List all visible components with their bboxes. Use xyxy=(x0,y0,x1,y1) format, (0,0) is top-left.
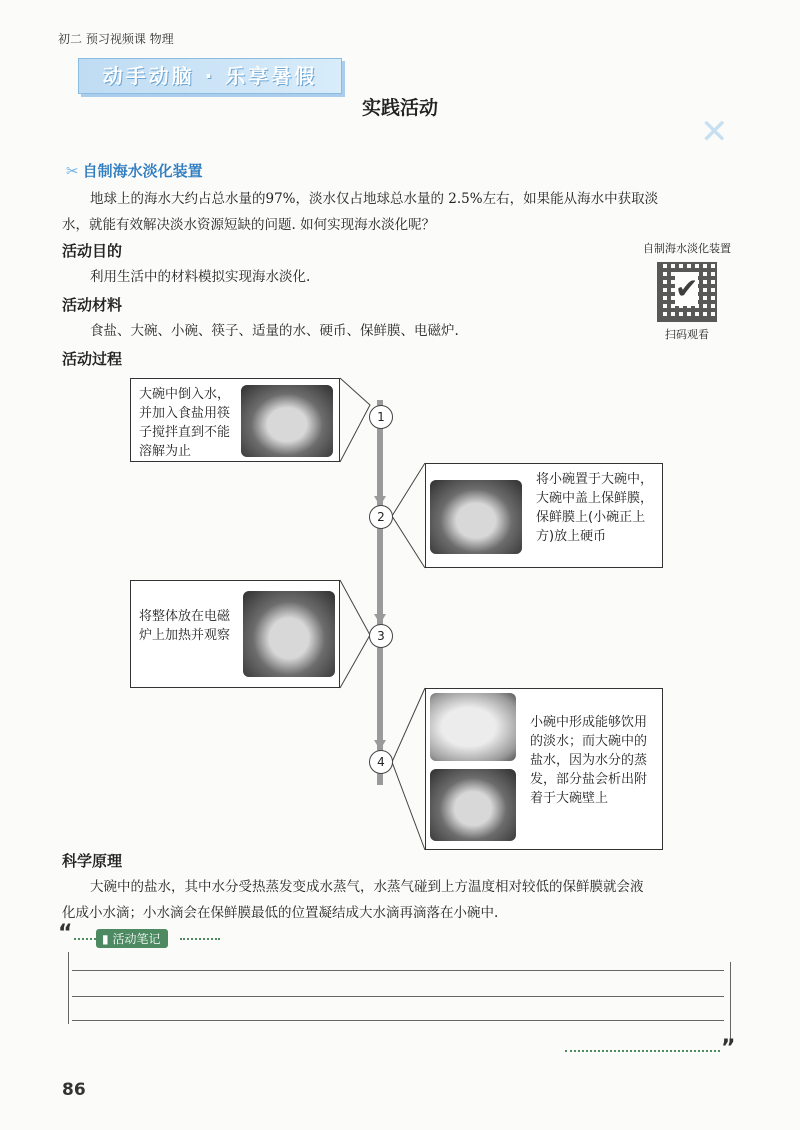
intro-line-1: 地球上的海水大约占总水量的97%，淡水仅占地球总水量的 2.5%左右，如果能从海水中获取淡 xyxy=(90,191,659,207)
notes-border-left xyxy=(68,952,69,1024)
close-quote: ” xyxy=(721,1036,736,1061)
writing-line-1[interactable] xyxy=(72,970,724,971)
notes-dots-right xyxy=(180,938,220,940)
notes-border-right xyxy=(730,962,731,1042)
step-4-box xyxy=(425,688,663,850)
qr-title: 自制海水淡化装置 xyxy=(643,242,731,255)
step-2-text: 将小碗置于大碗中，大碗中盖上保鲜膜，保鲜膜上(小碗正上方)放上硬币 xyxy=(536,472,654,544)
page-title: 实践活动 xyxy=(361,97,438,119)
purpose-text: 利用生活中的材料模拟实现海水淡化. xyxy=(90,269,311,285)
step-1-text: 大碗中倒入水，并加入食盐用筷子搅拌直到不能溶解为止 xyxy=(139,387,231,459)
timeline-bar xyxy=(377,400,383,785)
step-3-box xyxy=(130,580,340,688)
connector-4 xyxy=(392,688,425,850)
step-4-photo-top xyxy=(430,693,516,761)
step-1-circle: 1 xyxy=(369,405,393,429)
step-1-photo xyxy=(241,385,333,457)
qr-caption: 扫码观看 xyxy=(665,328,709,341)
writing-line-3[interactable] xyxy=(72,1020,724,1021)
materials-text: 食盐、大碗、小碗、筷子、适量的水、硬币、保鲜膜、电磁炉. xyxy=(90,323,459,339)
step-2-circle: 2 xyxy=(369,505,393,529)
step-4-text: 小碗中形成能够饮用的淡水；而大碗中的盐水，因为水分的蒸发，部分盐会析出附着于大碗壁上 xyxy=(530,715,648,806)
step-4-circle: 4 xyxy=(369,750,393,774)
step-2-photo xyxy=(430,480,522,554)
principle-line-2: 化成小水滴；小水滴会在保鲜膜最低的位置凝结成大水滴再滴落在小碗中. xyxy=(62,905,499,921)
step-2-box xyxy=(425,463,663,568)
connector-1 xyxy=(340,378,370,462)
header-tag: 初二 预习视频课 物理 xyxy=(58,32,174,46)
tools-icon: ✂ xyxy=(66,162,79,180)
process-heading: 活动过程 xyxy=(62,350,123,368)
check-icon: ✔ xyxy=(675,272,699,305)
open-quote: “ xyxy=(58,921,73,946)
section-title-text: 自制海水淡化装置 xyxy=(82,162,203,180)
page-number: 86 xyxy=(62,1080,86,1100)
connector-3 xyxy=(340,580,370,688)
step-3-photo xyxy=(243,591,335,677)
writing-line-2[interactable] xyxy=(72,996,724,997)
step-1-box xyxy=(130,378,340,462)
banner: 动手动脑 · 乐享暑假 xyxy=(78,58,342,94)
step-3-text: 将整体放在电磁炉上加热并观察 xyxy=(139,609,231,643)
principle-line-1: 大碗中的盐水，其中水分受热蒸发变成水蒸气，水蒸气碰到上方温度相对较低的保鲜膜就会液 xyxy=(90,879,644,895)
step-3-circle: 3 xyxy=(369,624,393,648)
intro-line-2: 水，就能有效解决淡水资源短缺的问题. 如何实现海水淡化呢？ xyxy=(62,217,436,233)
principle-paragraph xyxy=(62,874,742,926)
materials-heading: 活动材料 xyxy=(62,296,123,314)
notes-tag xyxy=(96,929,168,948)
decorative-x-icon: ✕ xyxy=(700,112,729,152)
notes-dots-bottom xyxy=(565,1050,720,1052)
notes-tag-text: 活动笔记 xyxy=(112,932,161,946)
book-icon: ▮ xyxy=(102,932,109,946)
step-4-photo-bottom xyxy=(430,769,516,841)
connector-2 xyxy=(392,463,425,568)
notes-dots-left xyxy=(74,938,96,940)
principle-heading: 科学原理 xyxy=(62,852,123,870)
purpose-heading: 活动目的 xyxy=(62,242,123,260)
